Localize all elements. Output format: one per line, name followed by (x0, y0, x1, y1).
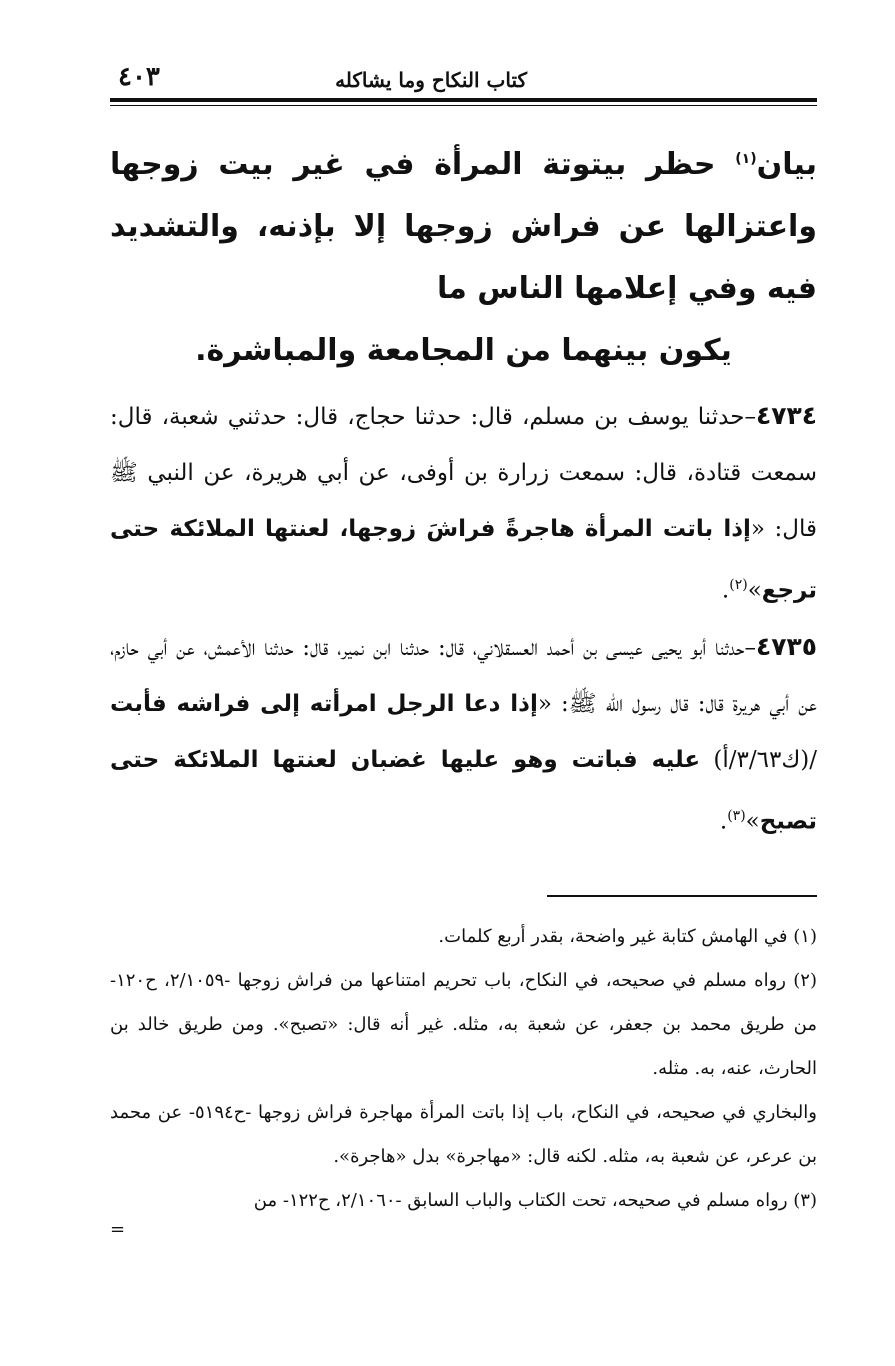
header-rule-thick (110, 98, 817, 102)
sentence-end: . (721, 577, 730, 604)
footnotes (110, 915, 817, 1240)
footnote-2-continued: والبخاري في صحيحه، في النكاح، باب إذا باتت المرأة مهاجرة فراش زوجها -ح٥١٩٤- عن محمد بن عرعر، عن شعبة به، مثله. لكنه قال: «مهاجرة» بدل «هاجرة». (110, 1102, 817, 1168)
page-number: ٤٠٣ (118, 62, 160, 92)
chapter-lead: بيان (756, 147, 817, 182)
footnote-ref-3: (٣) (727, 807, 746, 824)
continuation-mark: = (110, 1219, 126, 1241)
hadith-number: ٤٧٣٤ (755, 401, 817, 430)
main-text (110, 128, 817, 849)
footnote-1: (١) في الهامش كتابة غير واضحة، بقدر أربع كلمات. (438, 926, 817, 948)
footnote-ref-2: (٢) (729, 577, 748, 593)
footnote-ref-1: (١) (735, 151, 757, 167)
hadith-chain: –حدثنا يوسف بن مسلم، قال: حدثنا حجاج، قال: حدثني شعبة، قال: سمعت قتادة، قال: سمعت زرارة بن أوفى، عن أبي هريرة، عن النبي ﷺ قال: « (110, 404, 817, 542)
hadith-4735 (110, 619, 817, 850)
chapter-line-3: يكون بينهما من المجامعة والمباشرة. (195, 333, 732, 368)
footnote-2: (٢) رواه مسلم في صحيحه، في النكاح، باب تحريم امتناعها من فراش زوجها -٢/١٠٥٩، ح١٢٠- من طريق محمد بن جعفر، عن شعبة به، مثله. غير أنه قال: «تصبح». ومن طريق خالد بن الحارث، عنه، به. مثله. (110, 970, 817, 1080)
chapter-line-2: فراش زوجها إلا بإذنه، والتشديد فيه وفي إعلامها الناس ما (110, 209, 817, 306)
quote-close: » (745, 808, 760, 835)
hadith-chain: –حدثنا أبو يحيى عيسى بن أحمد العسقلاني، قال: حدثنا ابن نمير، قال: حدثنا الأعمش، عن أبي حازم، عن أبي هريرة قال: قال رسول الله ﷺ: « (110, 634, 817, 717)
hadith-number: ٤٧٣٥ (755, 631, 817, 661)
header-rule-thin (110, 105, 817, 106)
hadith-text: إذا باتت المرأة هاجرةً فراشَ زوجها، لعنتها الملائكة حتى ترجع (110, 516, 817, 604)
footnote-3: (٣) رواه مسلم في صحيحه، تحت الكتاب والباب السابق -٢/١٠٦٠، ح١٢٢- من (253, 1190, 817, 1212)
manuscript-marker: /(ك٣/٦٣/أ) (700, 746, 817, 773)
hadith-text-part-2: عليه فباتت وهو عليها غضبان لعنتها الملائكة حتى تصبح (110, 746, 817, 835)
footnote-separator (547, 895, 817, 897)
hadith-4734 (110, 388, 817, 619)
hadith-text-part-1: إذا دعا الرجل امرأته إلى فراشه فأبت (110, 690, 538, 717)
footnote-separator-wrap (110, 895, 817, 897)
sentence-end: . (719, 808, 728, 835)
running-title: كتاب النكاح وما يشاكله (335, 68, 527, 92)
chapter-line-1: حظر بيتوتة المرأة في غير بيت زوجها واعتزالها عن (110, 147, 817, 244)
page-header (110, 56, 817, 96)
chapter-heading (110, 128, 817, 382)
quote-close: » (747, 577, 762, 604)
